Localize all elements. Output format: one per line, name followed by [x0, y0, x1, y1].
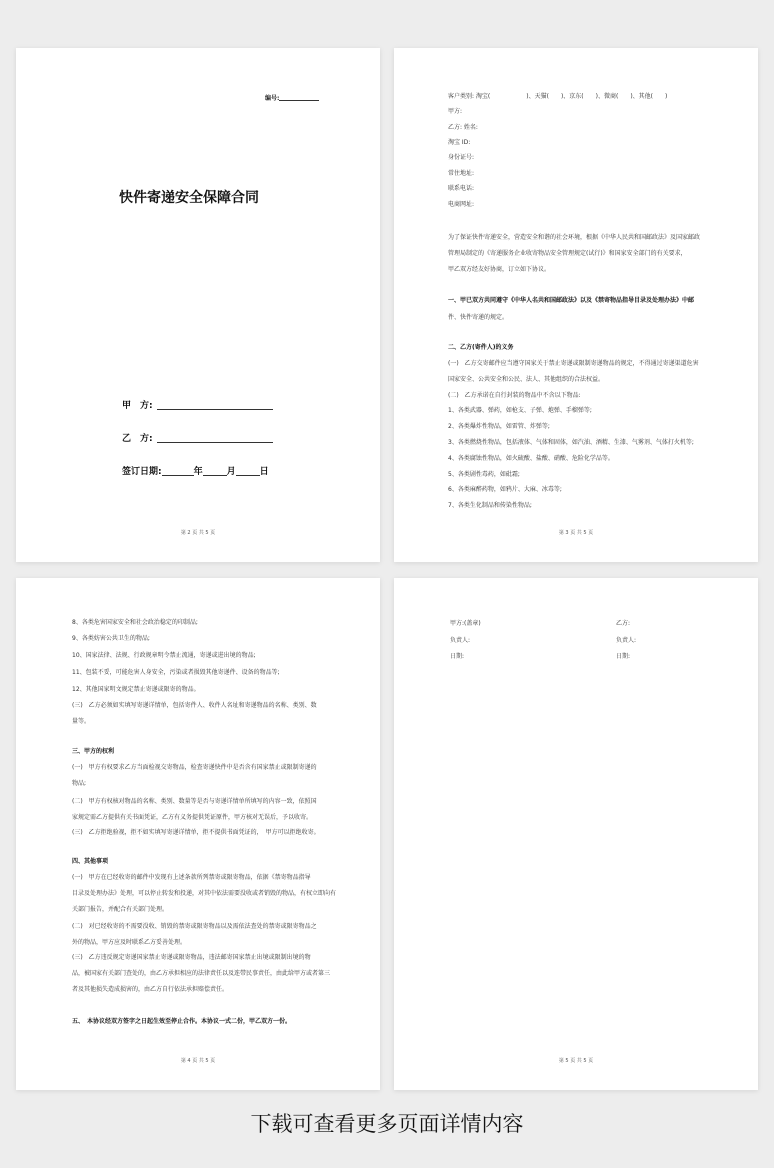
contract-text-line: 关部门报告，并配合有关部门处理。: [72, 906, 169, 913]
party-a-line: [122, 398, 273, 411]
contract-text-line: 电商网址:: [448, 201, 475, 208]
contract-text-line: (二) 对已经收寄的不需要没收、销毁的禁寄或限寄物品以及需依法查处的禁寄或限寄物品之: [72, 923, 317, 930]
signature-left-2: 负责人:: [450, 637, 471, 644]
contract-text-line: 12、其他国家明文规定禁止寄递或限寄的物品。: [72, 686, 200, 693]
contract-text-line: 为了保证快件寄递安全，营造安全和谐的社会环境，根据《中华人民共和国邮政法》及国家邮政: [448, 234, 701, 241]
contract-text-line: 品，被国家有关部门查处的，由乙方承担相应的法律责任以及连带民事责任，由此给甲方或者第三: [72, 970, 331, 977]
contract-text-line: 淘宝 ID:: [448, 139, 471, 146]
contract-text-line: 物品;: [72, 780, 87, 787]
contract-text-line: (二) 甲方有权核对物品的名称、类别、数量等是否与寄递详情单所填写的内容一致，依照国: [72, 798, 317, 805]
contract-text-line: 者及其他损失造成损害的，由乙方自行依法承担赔偿责任。: [72, 986, 229, 993]
contract-text-line: (一) 甲方在已经收寄的邮件中发现有上述条款所列禁寄或限寄物品，依据《禁寄物品指导: [72, 874, 311, 881]
sign-date-day: 日: [259, 467, 269, 477]
contract-text-line: 五、 本协议经双方签字之日起生效至停止合作。本协议一式二份，甲乙双方一份。: [72, 1018, 292, 1025]
contract-text-line: 7、各类生化制品和传染性物品;: [448, 502, 532, 509]
contract-text-line: 8、各类危害国家安全和社会政治稳定的印制品;: [72, 619, 198, 626]
contract-text-line: 联系电话:: [448, 185, 475, 192]
party-b-line: [122, 431, 273, 444]
contract-text-line: (三) 乙方拒绝验视，拒不如实填写寄递详情单，拒不提供书面凭证的， 甲方可以拒绝收寄。: [72, 829, 320, 836]
contract-text-line: 11、包装不妥，可能危害人身安全，污染或者损毁其他寄递件、设备的物品等;: [72, 669, 280, 676]
page-footer: 第 4 页 共 5 页: [180, 1058, 216, 1064]
signature-left-1: 甲方:(盖章): [450, 620, 481, 627]
contract-text-line: 3、各类燃烧性物品，包括液体、气体和固体，如汽油、酒精、生漆、气雾剂、气体打火机等;: [448, 439, 694, 446]
sign-date-line: [122, 464, 269, 477]
contract-page-signatures: [394, 578, 758, 1090]
signature-right-2: 负责人:: [616, 637, 637, 644]
contract-text-line: 管理局制定的《寄递服务企业收寄物品安全管理规定(试行)》和国家安全部门的有关要求，: [448, 250, 687, 257]
sign-date-year: 年: [193, 467, 203, 477]
page-footer: 第 3 页 共 5 页: [558, 530, 594, 536]
party-a-label: 甲 方:: [122, 401, 153, 411]
contract-text-line: 9、各类妨害公共卫生的物品;: [72, 635, 150, 642]
contract-text-line: 乙方: 姓名:: [448, 124, 478, 131]
party-b-label: 乙 方:: [122, 434, 153, 444]
contract-text-line: 一、甲已双方共同遵守《中华人名共和国邮政法》以及《禁寄物品指导目录及处理办法》中邮: [448, 297, 695, 304]
contract-text-line: (二) 乙方承诺在自行封装的物品中不含以下物品:: [448, 392, 581, 399]
page-footer: 第 2 页 共 5 页: [180, 530, 216, 536]
signature-right-3: 日期:: [616, 653, 631, 660]
contract-text-line: 客户类别: 淘宝( )、天猫( )、京东( )、微商( )、其他( ): [448, 93, 668, 100]
contract-text-line: 目录及处理办法》处理，可以停止转发和投递，对其中依法需要没收或者销毁的物品，有权立即向有: [72, 890, 337, 897]
contract-text-line: 6、各类麻醉药物，如鸦片、大麻、冰毒等;: [448, 486, 562, 493]
contract-text-line: 家规定需乙方提供有关书面凭证，乙方有义务提供凭证原件，甲方核对无误后，予以收寄。: [72, 814, 313, 821]
contract-text-line: 常住地址:: [448, 170, 475, 177]
contract-text-line: (一) 甲方有权要求乙方当面检视交寄物品，检查寄递快件中是否含有国家禁止或限制寄递的: [72, 764, 317, 771]
contract-text-line: 甲乙双方经友好协商，订立如下协议。: [448, 266, 551, 273]
contract-number: [265, 93, 319, 102]
contract-text-line: 甲方:: [448, 108, 463, 115]
contract-title: 快件寄递安全保障合同: [119, 190, 259, 206]
contract-page-cover: [16, 48, 380, 562]
contract-text-line: 三、甲方的权利: [72, 748, 115, 755]
contract-text-line: 4、各类腐蚀性物品，如火硫酸、盐酸、硝酸、危险化学品等。: [448, 455, 614, 462]
sign-date-label: 签订日期:: [122, 467, 162, 477]
contract-text-line: 2、各类爆炸性物品，如雷管、炸弹等;: [448, 423, 550, 430]
contract-text-line: 件、快件寄递的规定。: [448, 314, 509, 321]
contract-text-line: (一) 乙方交寄邮件应当遵守国家关于禁止寄递或限制寄递物品的规定，不得通过寄递渠道危害: [448, 360, 699, 367]
contract-text-line: (三) 乙方必须如实填写寄递详情单，包括寄件人、收件人名址和寄递物品的名称、类别、数: [72, 702, 317, 709]
contract-text-line: 四、其他事项: [72, 858, 109, 865]
contract-text-line: (三) 乙方违反规定寄递国家禁止寄递或限寄物品，违法邮寄国家禁止出境或限制出境的物: [72, 954, 311, 961]
contract-text-line: 国家安全、公共安全和公民、法人、其他组织的合法权益。: [448, 376, 605, 383]
contract-page-2: [394, 48, 758, 562]
contract-page-3: [16, 578, 380, 1090]
sign-date-month: 月: [226, 467, 236, 477]
contract-text-line: 1、各类武器、弹药，如枪支、子弹、炮弹、手榴弹等;: [448, 407, 592, 414]
contract-text-line: 二、乙方(寄件人)的义务: [448, 344, 514, 351]
contract-text-line: 10、国家法律、法规、行政规章明令禁止流通，寄递或进出境的物品;: [72, 652, 256, 659]
contract-text-line: 5、各类剧性毒药，如砒霜;: [448, 471, 520, 478]
contract-number-label: 编号:: [265, 95, 280, 102]
signature-right-1: 乙方:: [616, 620, 631, 627]
contract-text-line: 身份证号:: [448, 154, 475, 161]
signature-left-3: 日期:: [450, 653, 465, 660]
contract-text-line: 外的物品，甲方应及时联系乙方妥善处理。: [72, 939, 187, 946]
page-footer: 第 5 页 共 5 页: [558, 1058, 594, 1064]
download-banner[interactable]: 下载可查看更多页面详情内容: [250, 1112, 524, 1136]
contract-text-line: 量等。: [72, 718, 91, 725]
